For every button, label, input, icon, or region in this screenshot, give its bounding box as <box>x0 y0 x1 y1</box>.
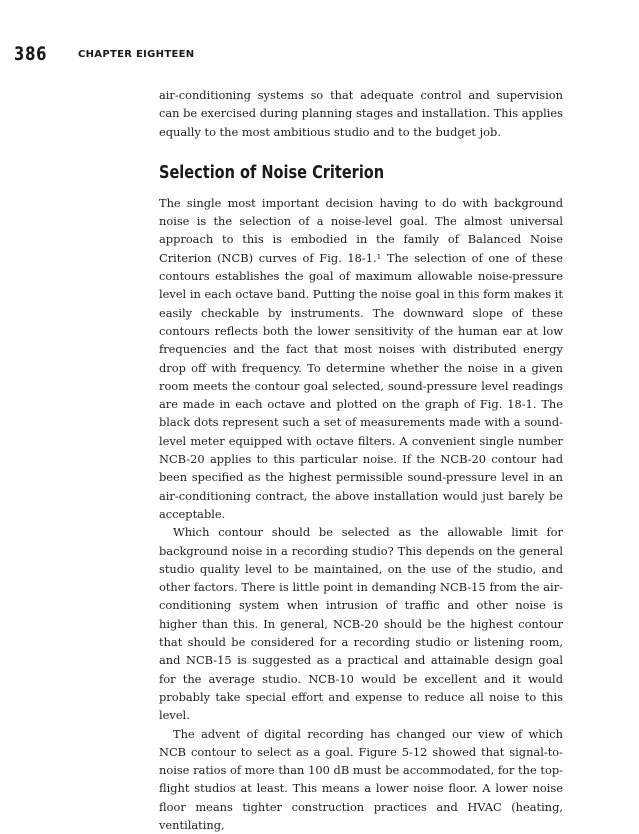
page-header <box>14 44 194 64</box>
intro-paragraph: air-conditioning systems so that adequate control and supervision can be exercised during planning stages and installation. This applies equally to the most ambitious studio and to the budget job. <box>159 86 563 141</box>
paragraph-1: The single most important decision having to do with background noise is the selection of a noise-level goal. The almost universal approach to this is embodied in the family of Balanced Noise Criterion (NCB) curves of Fig. 18-1.¹ The selection of one of these contours establishes the goal of maximum allowable noise-pressure level in each octave band. Putting the noise goal in this form makes it easily checkable by instruments. The downward slope of these contours reflects both the lower sensitivity of the human ear at low frequencies and the fact that most noises with distributed energy drop off with frequency. To determine whether the noise in a given room meets the contour goal selected, sound-pressure level readings are made in each octave and plotted on the graph of Fig. 18-1. The black dots represent such a set of measurements made with a sound-level meter equipped with octave filters. A convenient single number NCB-20 applies to this particular noise. If the NCB-20 contour had been specified as the highest permissible sound-pressure level in an air-conditioning contract, the above installation would just barely be acceptable. <box>159 194 563 523</box>
paragraph-2: Which contour should be selected as the allowable limit for background noise in a recording studio? This depends on the general studio quality level to be maintained, on the use of the studio, and other factors. There is little point in demanding NCB-15 from the air-conditioning system when intrusion of traffic and other noise is higher than this. In general, NCB-20 should be the highest contour that should be considered for a recording studio or listening room, and NCB-15 is suggested as a practical and attainable design goal for the average studio. NCB-10 would be excellent and it would probably take special effort and expense to reduce all noise to this level. <box>159 523 563 724</box>
chapter-title: CHAPTER EIGHTEEN <box>78 49 194 60</box>
paragraph-3: The advent of digital recording has changed our view of which NCB contour to select as a goal. Figure 5-12 showed that signal-to-noise ratios of more than 100 dB must be accommodated, for the top-flight studios at least. This means a lower noise floor. A lower noise floor means tighter construction practices and HVAC (heating, ventilating, <box>159 725 563 834</box>
page-number: 386 <box>14 43 62 65</box>
body-text <box>159 86 563 834</box>
section-heading: Selection of Noise Criterion <box>159 162 494 184</box>
